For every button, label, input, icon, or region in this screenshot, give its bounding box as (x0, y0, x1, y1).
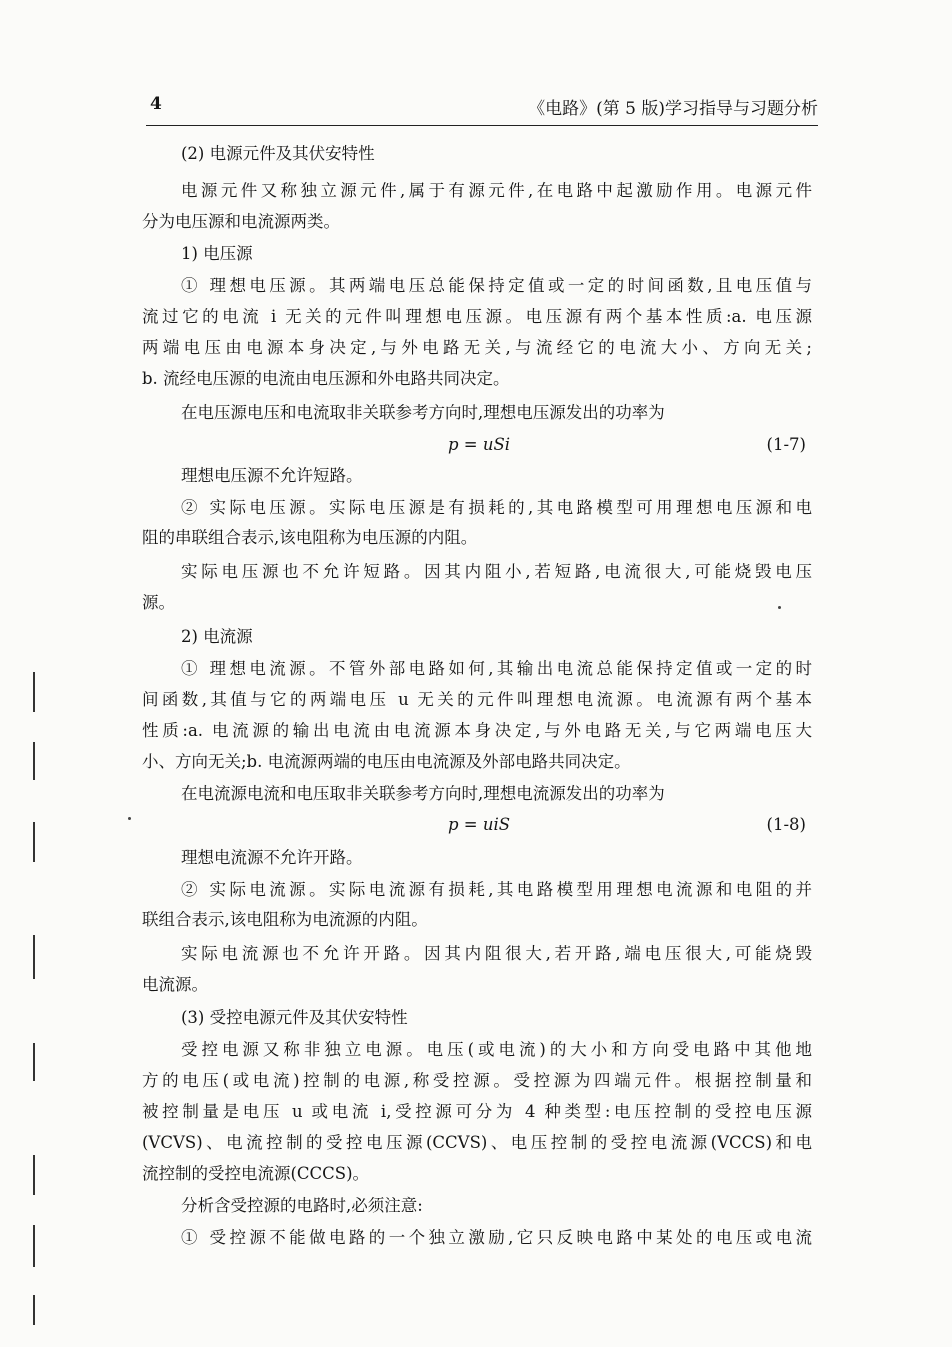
paragraph-line: 两端电压由电源本身决定,与外电路无关,与流经它的电流大小、方向无关; (142, 338, 812, 357)
page-header (146, 92, 818, 126)
paragraph-line: 流控制的受控电流源(CCCS)。 (142, 1164, 370, 1183)
scan-margin-mark (33, 1155, 35, 1195)
scan-margin-mark (33, 672, 35, 712)
paragraph-line: (VCVS)、电流控制的受控电压源(CCVS)、电压控制的受控电流源(VCCS)和电 (142, 1133, 812, 1152)
paragraph-line: 理想电流源不允许开路。 (181, 848, 363, 867)
equation-1-7: p = uSi (448, 435, 511, 454)
equation-number: (1-8) (766, 815, 806, 834)
page-number: 4 (150, 94, 162, 114)
paragraph-line: 间函数,其值与它的两端电压 u 无关的元件叫理想电流源。电流源有两个基本 (142, 690, 812, 709)
paragraph-line: 理想电压源不允许短路。 (181, 466, 363, 485)
paragraph-line: 实际电压源也不允许短路。因其内阻小,若短路,电流很大,可能烧毁电压 (181, 562, 812, 581)
paragraph-line: 阻的串联组合表示,该电阻称为电压源的内阻。 (142, 528, 478, 547)
section-heading: (3) 受控电源元件及其伏安特性 (181, 1008, 408, 1027)
paragraph-line: 实际电流源也不允许开路。因其内阻很大,若开路,端电压很大,可能烧毁 (181, 944, 812, 963)
paragraph-line: 流过它的电流 i 无关的元件叫理想电压源。电压源有两个基本性质:a. 电压源 (142, 307, 812, 326)
paragraph-line: b. 流经电压源的电流由电压源和外电路共同决定。 (142, 369, 510, 388)
paragraph-line: 源。 (142, 593, 175, 612)
equation-number: (1-7) (766, 435, 806, 454)
subsection-heading: 1) 电压源 (181, 244, 253, 263)
paragraph-line: ① 理想电压源。其两端电压总能保持定值或一定的时间函数,且电压值与 (181, 276, 812, 295)
scan-margin-mark (33, 1225, 35, 1267)
paragraph-line: ① 受控源不能做电路的一个独立激励,它只反映电路中某处的电压或电流 (181, 1228, 812, 1247)
scan-speck (778, 606, 781, 609)
scan-margin-mark (33, 1043, 35, 1081)
paragraph-line: 联组合表示,该电阻称为电流源的内阻。 (142, 910, 428, 929)
equation-1-8: p = uiS (448, 815, 511, 834)
scan-margin-mark (33, 935, 35, 979)
paragraph-line: ① 理想电流源。不管外部电路如何,其输出电流总能保持定值或一定的时 (181, 659, 812, 678)
paragraph-line: 在电流源电流和电压取非关联参考方向时,理想电流源发出的功率为 (181, 784, 665, 803)
paragraph-line: 分析含受控源的电路时,必须注意: (181, 1196, 423, 1215)
paragraph-line: 小、方向无关;b. 电流源两端的电压由电流源及外部电路共同决定。 (142, 752, 631, 771)
scan-margin-mark (33, 1295, 35, 1325)
paragraph-line: 受控电源又称非独立电源。电压(或电流)的大小和方向受电路中其他地 (181, 1040, 812, 1059)
scan-margin-mark (33, 822, 35, 862)
paragraph-line: 电流源。 (142, 975, 208, 994)
paragraph-line: ② 实际电压源。实际电压源是有损耗的,其电路模型可用理想电压源和电 (181, 498, 812, 517)
scan-margin-mark (33, 742, 35, 780)
section-heading: (2) 电源元件及其伏安特性 (181, 144, 375, 163)
paragraph-line: 分为电压源和电流源两类。 (142, 212, 340, 231)
running-title: 《电路》(第 5 版)学习指导与习题分析 (528, 99, 818, 119)
scan-speck (128, 817, 131, 820)
paragraph-line: 方的电压(或电流)控制的电源,称受控源。受控源为四端元件。根据控制量和 (142, 1071, 812, 1090)
paragraph-line: 电源元件又称独立源元件,属于有源元件,在电路中起激励作用。电源元件 (181, 181, 812, 200)
subsection-heading: 2) 电流源 (181, 627, 253, 646)
header-rule (146, 125, 818, 126)
paragraph-line: 被控制量是电压 u 或电流 i,受控源可分为 4 种类型:电压控制的受控电压源 (142, 1102, 812, 1121)
paragraph-line: 性质:a. 电流源的输出电流由电流源本身决定,与外电路无关,与它两端电压大 (142, 721, 812, 740)
paragraph-line: 在电压源电压和电流取非关联参考方向时,理想电压源发出的功率为 (181, 403, 665, 422)
paragraph-line: ② 实际电流源。实际电流源有损耗,其电路模型用理想电流源和电阻的并 (181, 880, 812, 899)
